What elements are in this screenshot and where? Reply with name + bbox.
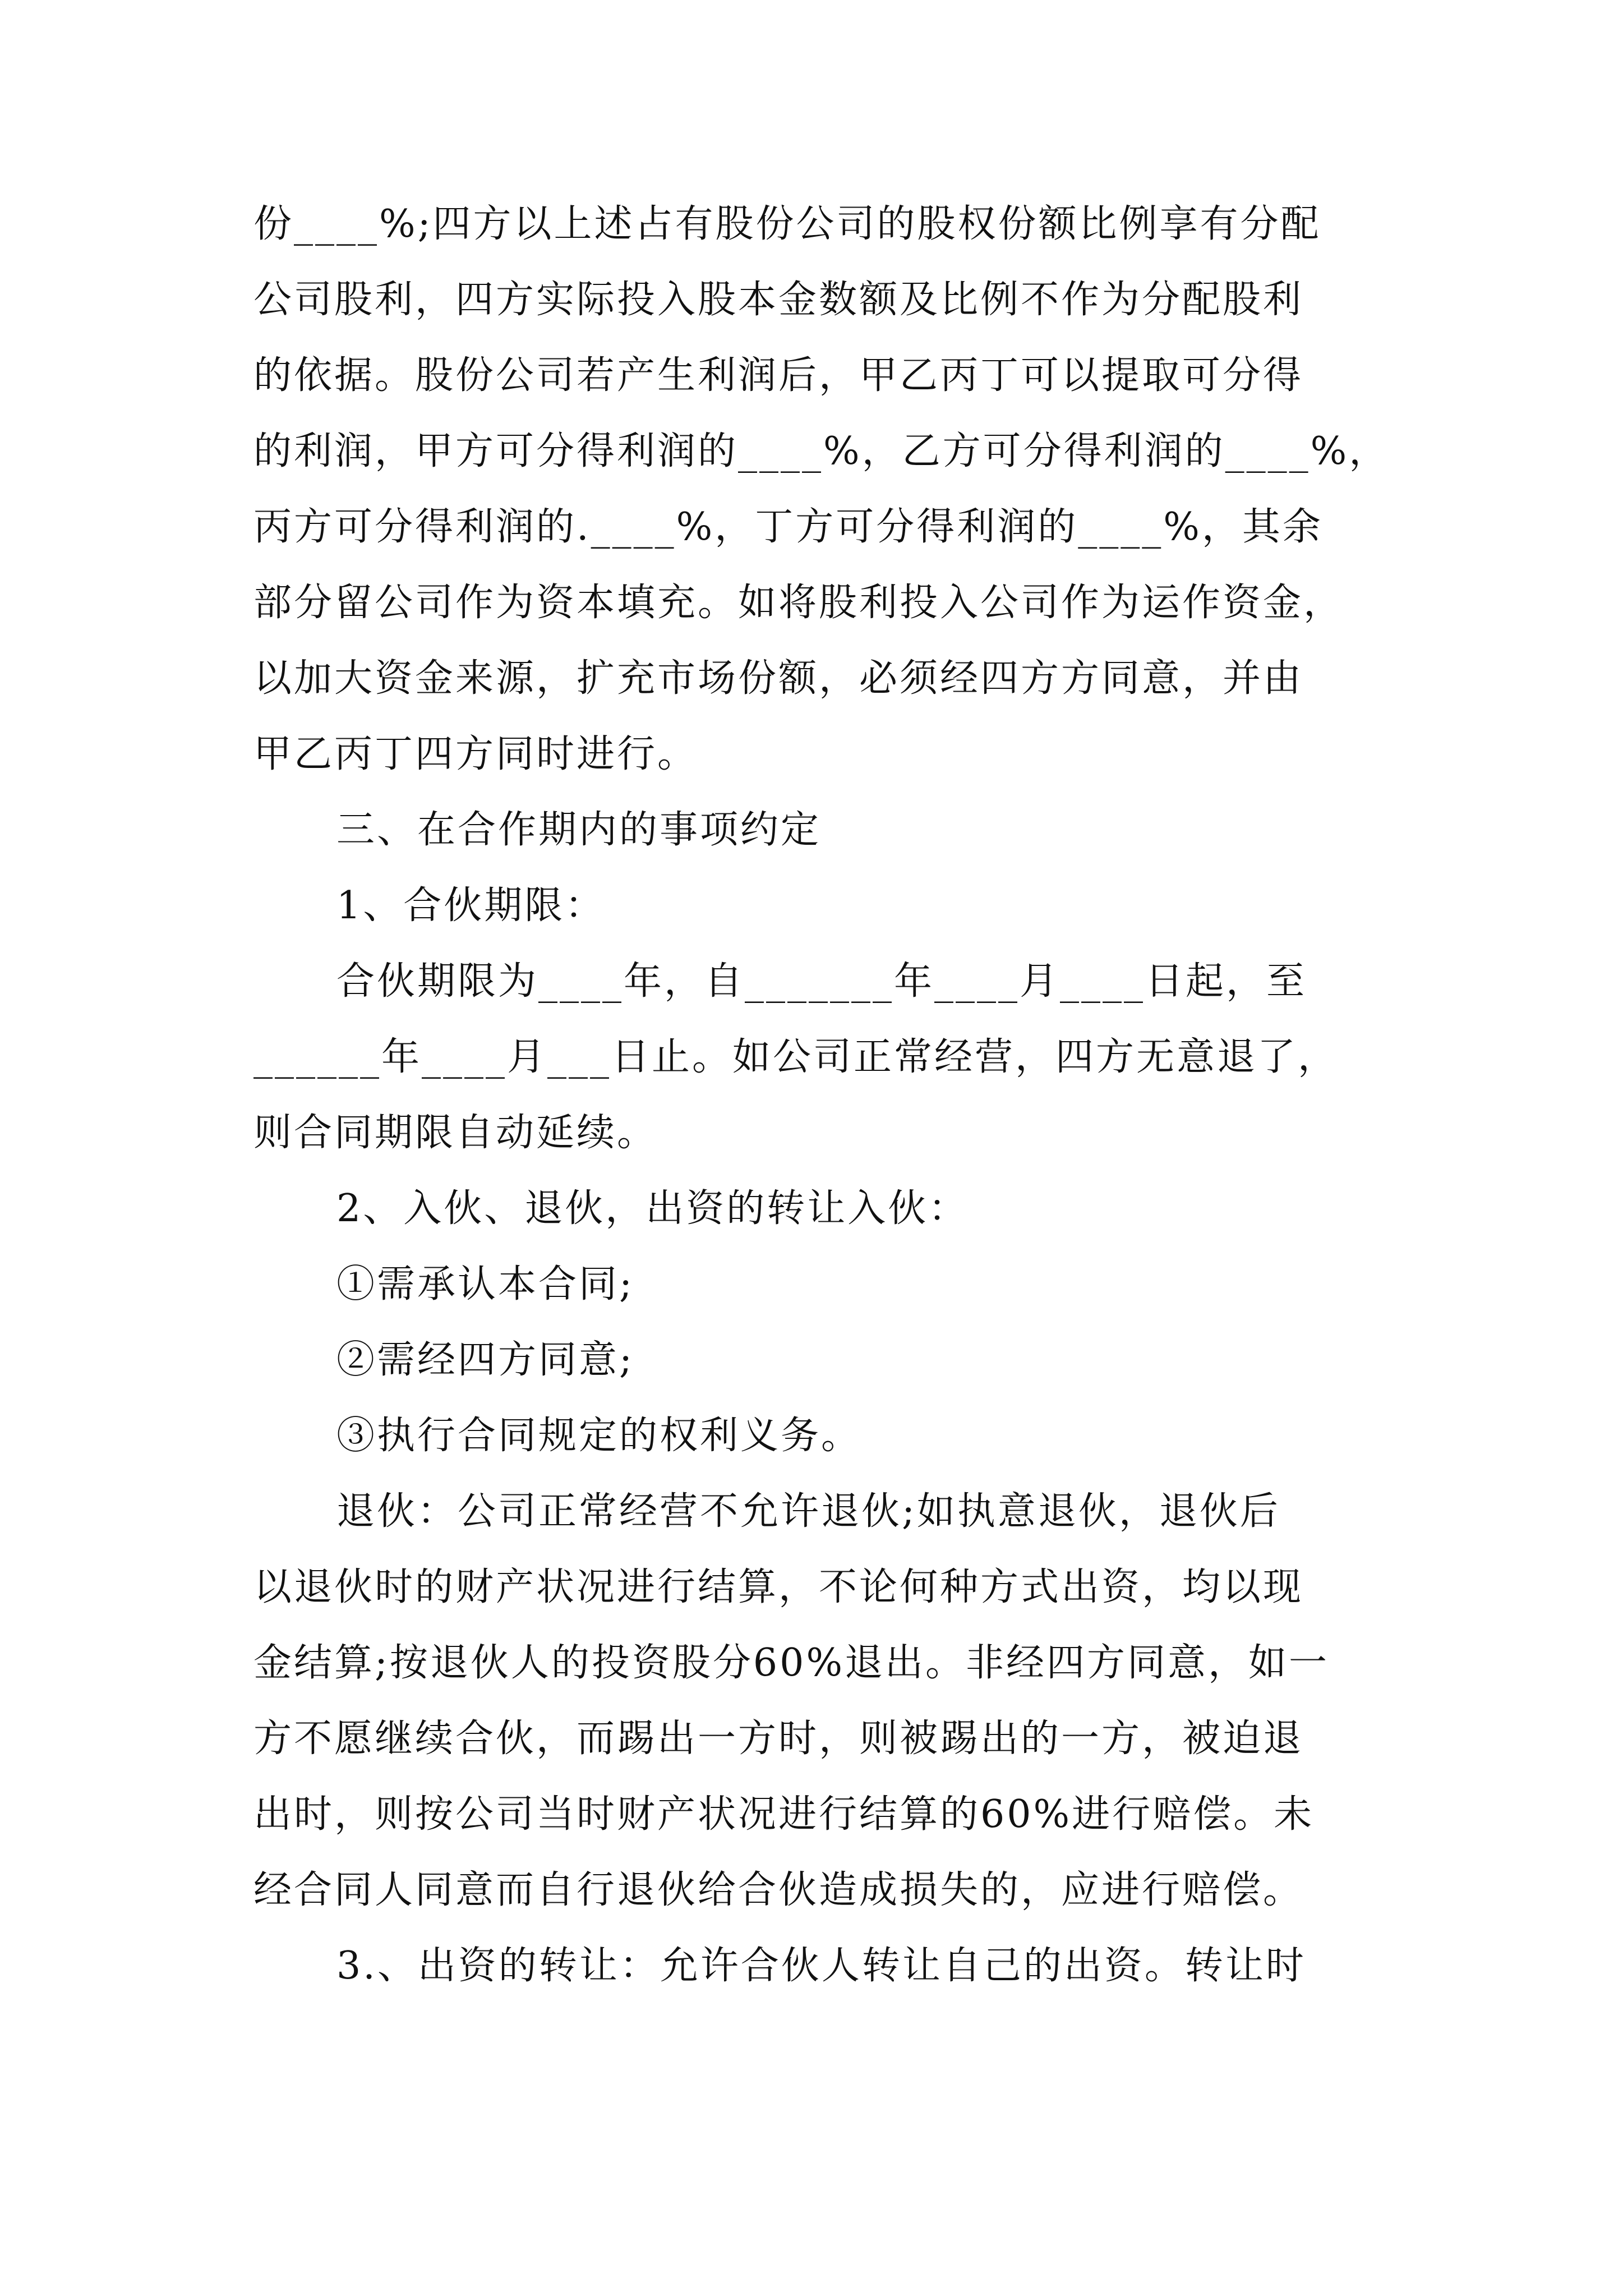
paragraph-line: 方不愿继续合伙，而踢出一方时，则被踢出的一方，被迫退	[253, 1717, 1304, 1761]
list-item: ①需承认本合同;	[336, 1262, 634, 1306]
paragraph-line: 合伙期限为____年，自_______年____月____日起，至	[336, 959, 1307, 1004]
subsection-heading: 2、入伙、退伙，出资的转让入伙：	[336, 1186, 969, 1231]
paragraph-line: 以退伙时的财产状况进行结算，不论何种方式出资，均以现	[253, 1565, 1304, 1609]
list-item: ②需经四方同意;	[336, 1338, 634, 1382]
paragraph-line: 则合同期限自动延续。	[253, 1111, 658, 1155]
paragraph-line: 甲乙丙丁四方同时进行。	[253, 732, 698, 776]
paragraph-line: 的利润，甲方可分得利润的____%，乙方可分得利润的____%，	[253, 429, 1390, 473]
paragraph-line: 丙方可分得利润的.____%，丁方可分得利润的____%，其余	[253, 505, 1323, 549]
section-heading: 三、在合作期内的事项约定	[336, 808, 822, 852]
paragraph-line: 退伙：公司正常经营不允许退伙;如执意退伙，退伙后	[336, 1489, 1280, 1534]
paragraph-line: 出时，则按公司当时财产状况进行结算的60%进行赔偿。未	[253, 1792, 1315, 1837]
paragraph-line: 份____%;四方以上述占有股份公司的股权份额比例享有分配	[253, 202, 1321, 246]
paragraph-line: 经合同人同意而自行退伙给合伙造成损失的，应进行赔偿。	[253, 1868, 1304, 1912]
paragraph-line: ______年____月___日止。如公司正常经营，四方无意退了，	[253, 1035, 1339, 1079]
paragraph-line: 部分留公司作为资本填充。如将股利投入公司作为运作资金，	[253, 581, 1344, 625]
subsection-heading: 1、合伙期限：	[336, 884, 606, 928]
paragraph-line: 以加大资金来源，扩充市场份额，必须经四方方同意，并由	[253, 656, 1304, 701]
paragraph-line: 3.、出资的转让：允许合伙人转让自己的出资。转让时	[336, 1944, 1306, 1988]
paragraph-line: 金结算;按退伙人的投资股分60%退出。非经四方同意，如一	[253, 1641, 1330, 1685]
list-item: ③执行合同规定的权利义务。	[336, 1414, 862, 1458]
paragraph-line: 公司股利，四方实际投入股本金数额及比例不作为分配股利	[253, 278, 1304, 322]
paragraph-line: 的依据。股份公司若产生利润后，甲乙丙丁可以提取可分得	[253, 353, 1304, 398]
